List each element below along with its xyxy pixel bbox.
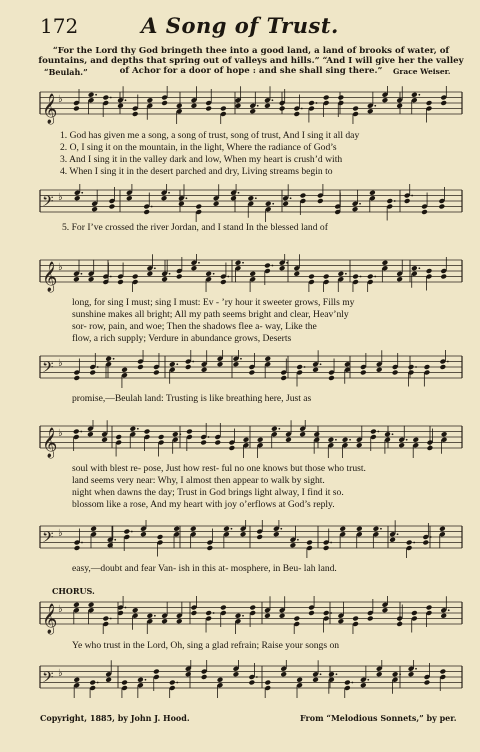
treble-staff-4 — [0, 596, 480, 636]
tune-name: “Beulah.” — [44, 67, 88, 77]
bass-staff-1 — [0, 184, 480, 224]
svg-text:♭: ♭ — [58, 527, 63, 539]
treble-staff-2 — [0, 254, 480, 294]
verse-line-1-1: 1. God has given me a song, a song of trust, song of trust, And I sing it all day — [60, 130, 360, 141]
verse-5-line-2: promise,—Beulah land: Trusting is like breathing here, Just as — [72, 393, 312, 404]
verse-line-2-3: sor- row, pain, and woe; Then the shadows flee a- way, Like the — [72, 321, 317, 332]
verse-line-3-4: blossom like a rose, And my heart with joy o’erflows at God’s reply. — [72, 499, 335, 510]
hymn-title: A Song of Trust. — [141, 13, 339, 38]
verse-line-3-1: soul with blest re- pose, Just how rest- ful no one knows but those who trust. — [72, 463, 366, 474]
verse-5-line-3: easy,—doubt and fear Van- ish in this at- mosphere, in Beu- lah land. — [72, 563, 337, 574]
source-credit: From “Melodious Sonnets,” by per. — [300, 713, 457, 723]
verse-5-line-1: 5. For I’ve crossed the river Jordan, and I stand In the blessed land of — [62, 222, 328, 233]
bass-staff-4 — [0, 660, 480, 700]
svg-text:𝄢: 𝄢 — [42, 529, 54, 550]
svg-text:𝄢: 𝄢 — [42, 193, 54, 214]
composer-credit: Grace Weiser. — [393, 67, 451, 76]
scripture-epigraph: “For the Lord thy God bringeth thee into a good land, a land of brooks of water, of fountains, and depths that spring out of valleys and hills.” “And I will give her the valley of Achor for a door of hope : and she shall sing there.” — [38, 46, 464, 76]
svg-text:𝄞: 𝄞 — [42, 94, 58, 124]
chorus-label: CHORUS. — [52, 586, 95, 596]
copyright-notice: Copyright, 1885, by John J. Hood. — [40, 713, 190, 723]
page-number: 172 — [40, 14, 79, 38]
treble-staff-1 — [0, 86, 480, 126]
verse-line-3-2: land seems very near: Why, I almost then appear to walk by sight. — [72, 475, 325, 486]
bass-staff-2 — [0, 350, 480, 390]
verse-line-2-4: flow, a rich supply; Verdure in abundance grows, Deserts — [72, 333, 292, 344]
verse-line-2-1: long, for sing I must; sing I must: Ev - ’ry hour it sweeter grows, Fills my — [72, 297, 355, 308]
svg-text:♭: ♭ — [58, 93, 63, 105]
svg-text:♭: ♭ — [58, 191, 63, 203]
treble-staff-3 — [0, 420, 480, 460]
svg-text:𝄢: 𝄢 — [42, 669, 54, 690]
svg-text:♭: ♭ — [58, 261, 63, 273]
svg-text:𝄞: 𝄞 — [42, 604, 58, 634]
verse-line-1-3: 3. And I sing it in the valley dark and low, When my heart is crush’d with — [60, 154, 343, 165]
svg-text:♭: ♭ — [58, 667, 63, 679]
verse-line-3-3: night when dawns the day; Trust in God brings light alway, I find it so. — [72, 487, 344, 498]
svg-text:♭: ♭ — [58, 603, 63, 615]
verse-line-2-2: sunshine makes all bright; All my path seems bright and clear, Heav’nly — [72, 309, 349, 320]
verse-line-1-4: 4. When I sing it in the desert parched and dry, Living streams begin to — [60, 166, 333, 177]
chorus-line-1: Ye who trust in the Lord, Oh, sing a glad refrain; Raise your songs on — [72, 640, 340, 651]
bass-staff-3 — [0, 520, 480, 560]
svg-text:𝄞: 𝄞 — [42, 262, 58, 292]
verse-line-1-2: 2. O, I sing it on the mountain, in the light, Where the radiance of God’s — [60, 142, 337, 153]
svg-text:♭: ♭ — [58, 427, 63, 439]
svg-text:𝄞: 𝄞 — [42, 428, 58, 458]
svg-text:𝄢: 𝄢 — [42, 359, 54, 380]
svg-text:♭: ♭ — [58, 357, 63, 369]
